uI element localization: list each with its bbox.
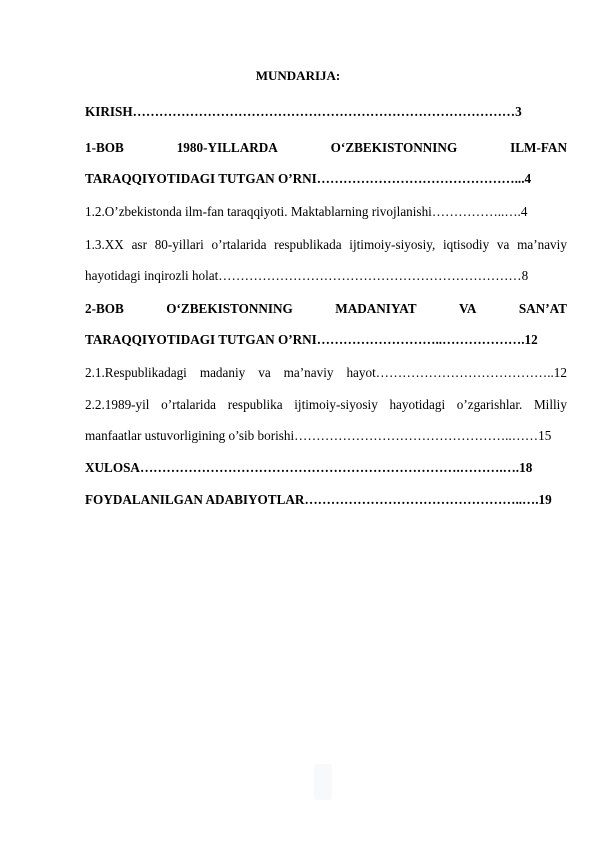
toc-word: SAN’AT: [518, 301, 567, 316]
toc-word: hayotidagi: [389, 397, 446, 412]
toc-entry-xulosa: XULOSA……………………………………………………………….……….….18: [85, 460, 533, 475]
toc-word: o’zgarishlar.: [456, 397, 523, 412]
toc-entry-section-1-3-line-1: [85, 237, 567, 253]
toc-word: 2.1.Respublikadagi: [85, 365, 187, 380]
toc-word: o’rtalarida: [211, 237, 267, 252]
toc-word: asr: [131, 237, 147, 252]
toc-entry-references: FOYDALANILGAN ADABIYOTLAR…………………………………………..….19: [85, 492, 552, 507]
toc-entry-kirish: KIRISH……………………………………………………………………………3: [85, 104, 522, 119]
toc-word: ma’naviy: [283, 365, 334, 380]
toc-word: ijtimoiy-siyosiy,: [349, 237, 436, 252]
toc-word: 1980-YILLARDA: [176, 140, 278, 155]
toc-word: va: [496, 237, 510, 252]
toc-word: VA: [459, 301, 477, 316]
page-title: MUNDARIJA:: [255, 68, 341, 83]
toc-word: respublikada: [274, 237, 342, 252]
toc-word: 80-yillari: [154, 237, 204, 252]
toc-entry-section-2-2-line-1: [85, 397, 567, 413]
toc-word: hayot…………………………………..12: [346, 365, 567, 380]
toc-word: O‘ZBEKISTONNING: [330, 140, 458, 155]
toc-word: respublika: [227, 397, 283, 412]
toc-entry-section-2-2-line-2: manfaatlar ustuvorligining o’sib borishi…………………………………………..……15: [85, 428, 552, 443]
toc-word: Milliy: [533, 397, 567, 412]
toc-word: 2.2.1989-yil: [85, 397, 150, 412]
toc-entry-chapter-2-line-2: TARAQQIYOTIDAGI TUTGAN O’RNI………………………..……………….12: [85, 332, 538, 347]
toc-word: 1-BOB: [85, 140, 124, 155]
toc-word: ijtimoiy-siyosiy: [294, 397, 378, 412]
toc-word: MADANIYAT: [335, 301, 417, 316]
toc-word: o’rtalarida: [161, 397, 217, 412]
toc-entry-chapter-1-line-2: TARAQQIYOTIDAGI TUTGAN O’RNI………………………………………...4: [85, 171, 532, 186]
toc-word: madaniy: [199, 365, 246, 380]
toc-word: ma’naviy: [517, 237, 567, 252]
faint-watermark-mark: [312, 762, 334, 802]
toc-word: 1.3.XX: [85, 237, 124, 252]
toc-word: 2-BOB: [85, 301, 124, 316]
toc-entry-section-2-1: [85, 365, 567, 381]
toc-word: O‘ZBEKISTONNING: [166, 301, 293, 316]
toc-word: iqtisodiy: [443, 237, 490, 252]
toc-word: va: [258, 365, 271, 380]
toc-entry-section-1-2: 1.2.O’zbekistonda ilm-fan taraqqiyoti. Maktablarning rivojlanishi……………..….4: [85, 204, 528, 219]
toc-entry-section-1-3-line-2: hayotidagi inqirozli holat……………………………………………………………8: [85, 268, 529, 283]
toc-entry-chapter-2-line-1: [85, 301, 567, 317]
toc-word: ILM-FAN: [510, 140, 567, 155]
toc-entry-chapter-1-line-1: [85, 140, 567, 156]
